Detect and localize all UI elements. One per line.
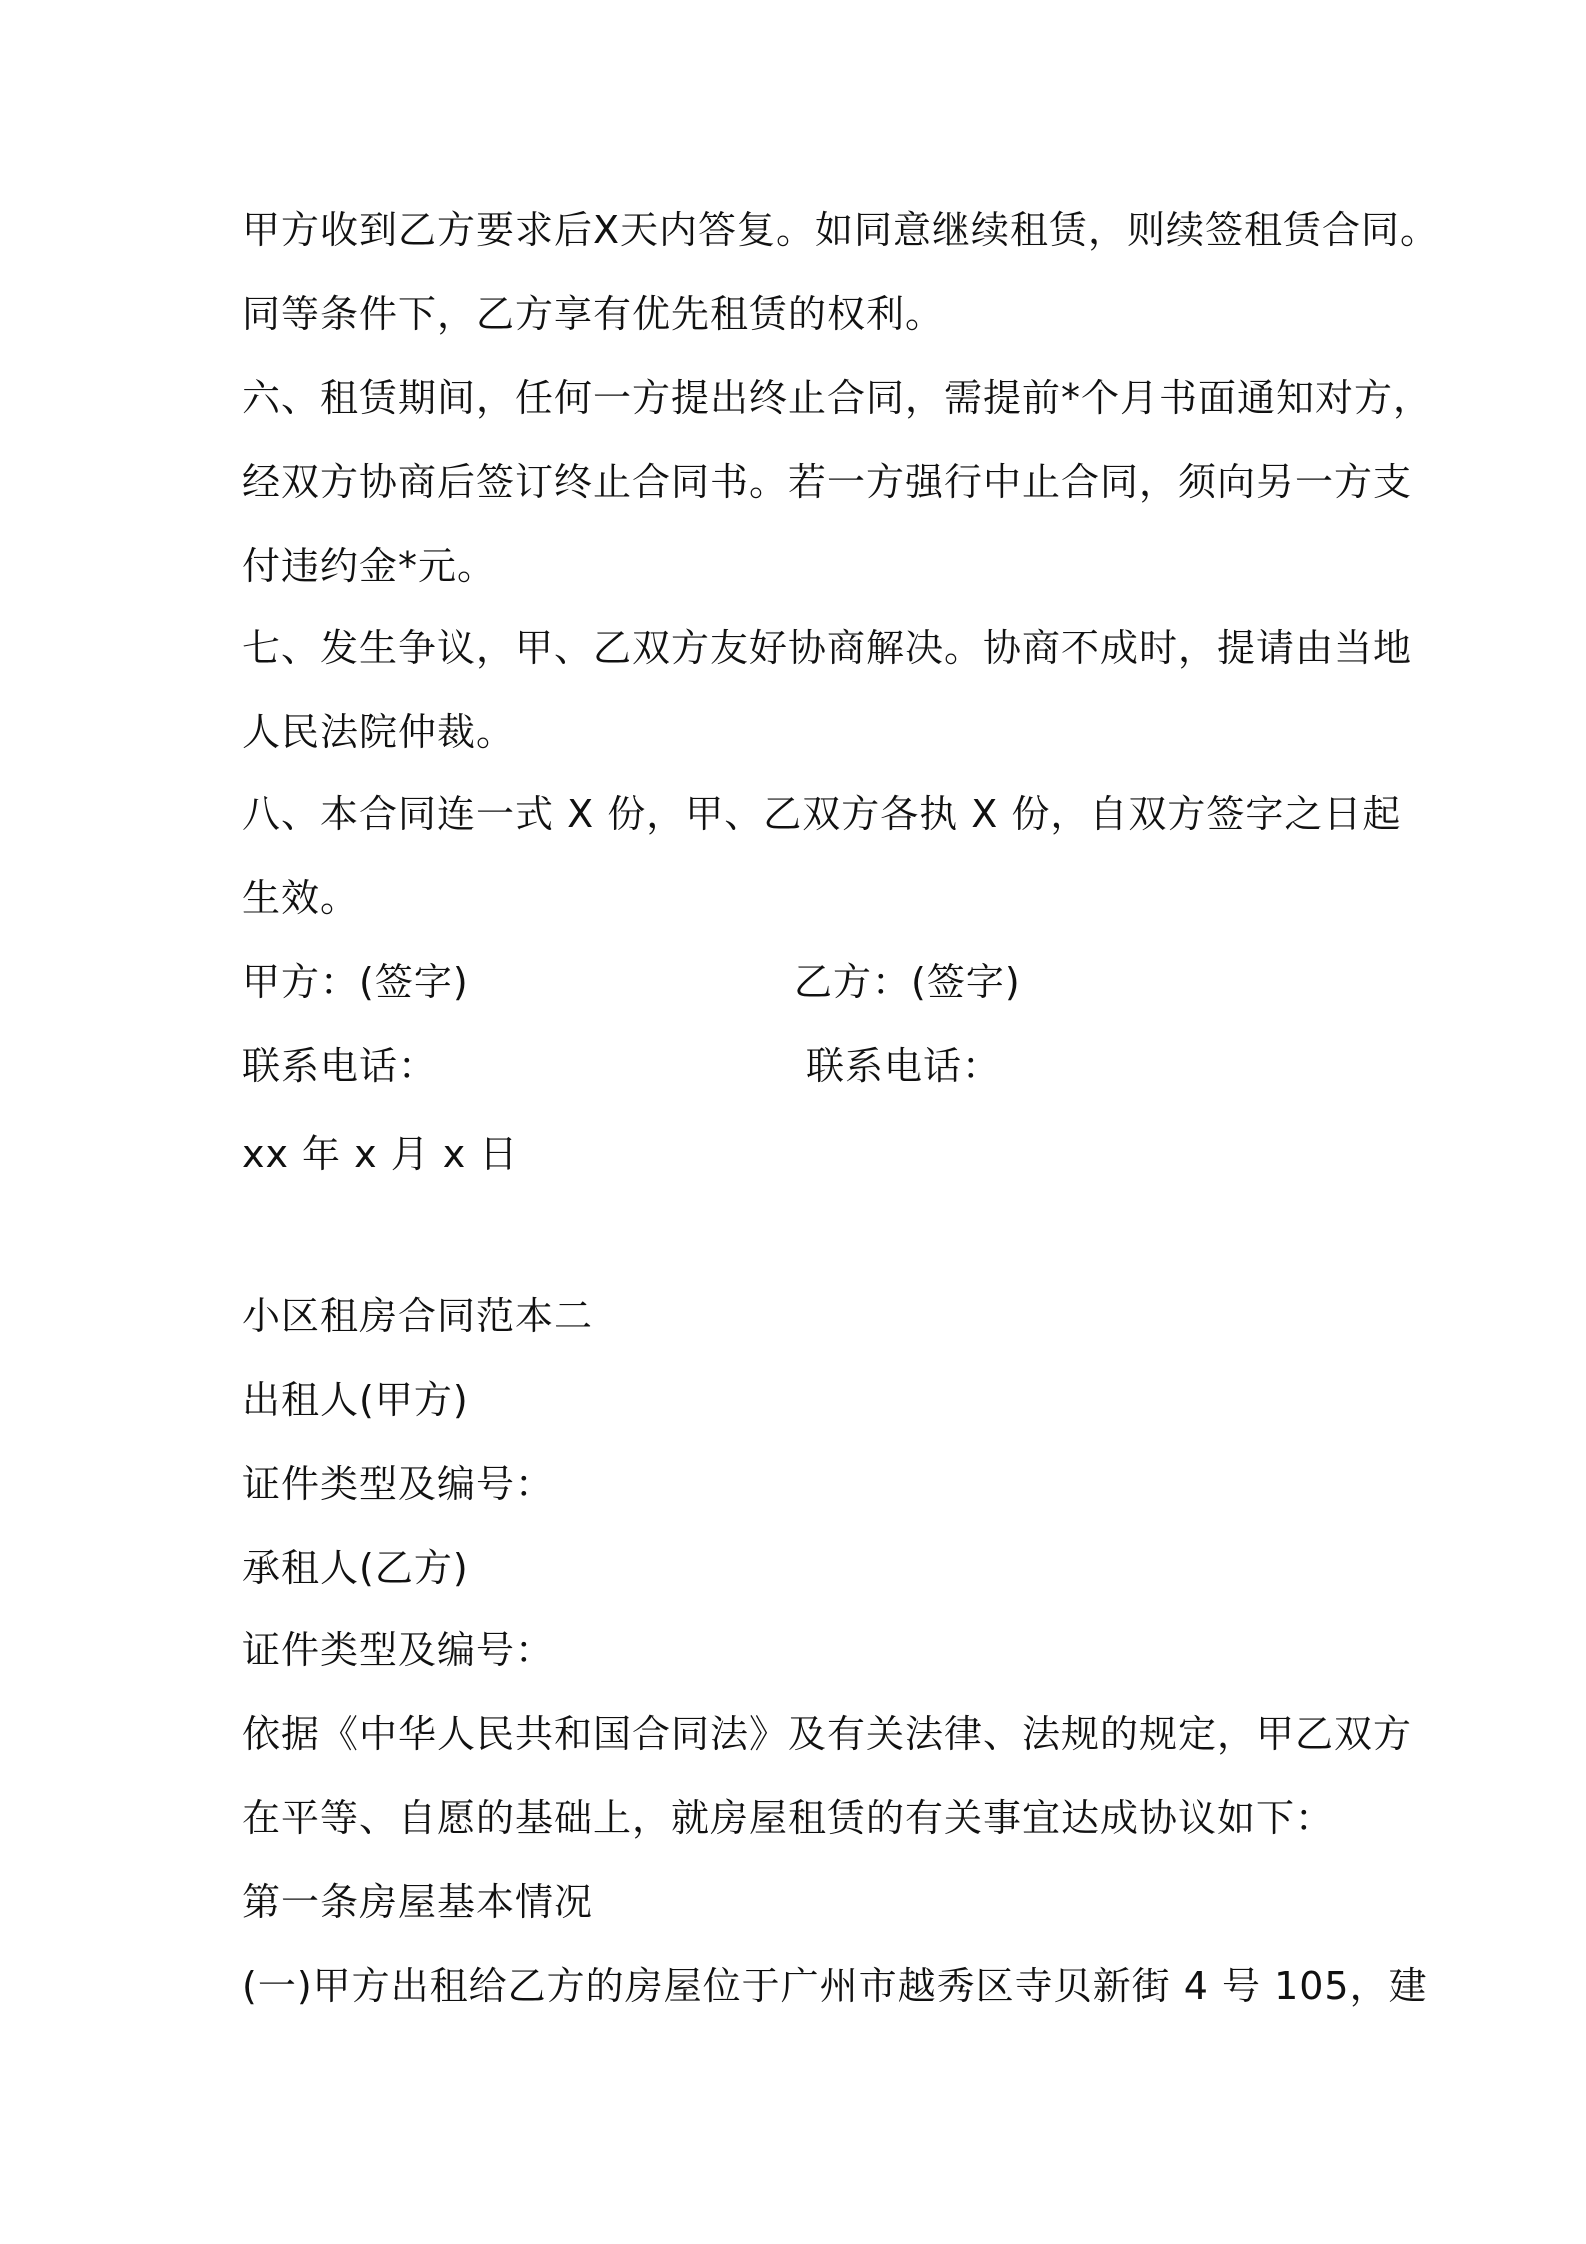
party-a-signature: 甲方：(签字)	[242, 960, 469, 1004]
intro-text: 在平等、自愿的基础上，就房屋租赁的有关事宜达成协议如下：	[242, 1796, 1335, 1840]
contract-date: xx 年 x 月 x 日	[242, 1132, 519, 1176]
lessor-id-label: 证件类型及编号：	[242, 1462, 555, 1506]
text-line: 六、租赁期间，任何一方提出终止合同，需提前*个月书面通知对方，	[242, 376, 1433, 420]
party-b-phone: 联系电话：	[806, 1044, 1002, 1088]
lessor-label: 出租人(甲方)	[242, 1378, 469, 1422]
text-line: 付违约金*元。	[242, 544, 497, 588]
lessee-id-label: 证件类型及编号：	[242, 1628, 555, 1672]
text-line: 八、本合同连一式 X 份，甲、乙双方各执 X 份，自双方签字之日起	[242, 792, 1402, 836]
text-line: 同等条件下，乙方享有优先租赁的权利。	[242, 292, 945, 336]
intro-text: 依据《中华人民共和国合同法》及有关法律、法规的规定，甲乙双方	[242, 1712, 1413, 1756]
text-line: 人民法院仲裁。	[242, 710, 516, 754]
party-a-phone: 联系电话：	[242, 1044, 438, 1088]
article-heading: 第一条房屋基本情况	[242, 1880, 594, 1924]
text-line: 甲方收到乙方要求后X天内答复。如同意继续租赁，则续签租赁合同。	[242, 208, 1440, 252]
section-title: 小区租房合同范本二	[242, 1294, 594, 1338]
text-line: 经双方协商后签订终止合同书。若一方强行中止合同，须向另一方支	[242, 460, 1413, 504]
clause-text: (一)甲方出租给乙方的房屋位于广州市越秀区寺贝新街 4 号 105，建	[242, 1964, 1428, 2008]
text-line: 生效。	[242, 876, 360, 920]
lessee-label: 承租人(乙方)	[242, 1546, 469, 1590]
text-line: 七、发生争议，甲、乙双方友好协商解决。协商不成时，提请由当地	[242, 626, 1413, 670]
party-b-signature: 乙方：(签字)	[794, 960, 1021, 1004]
